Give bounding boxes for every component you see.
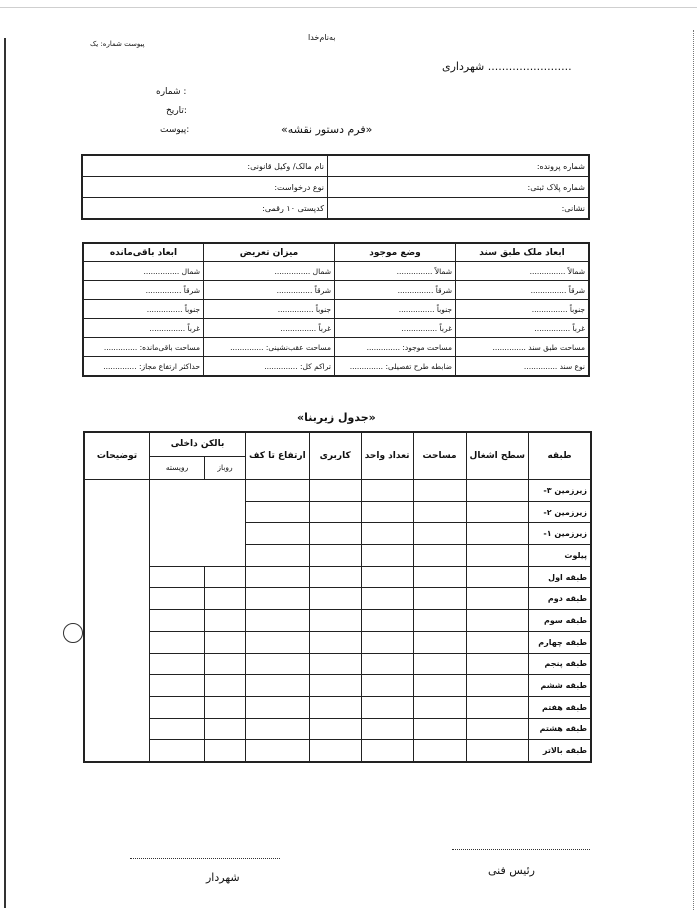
form-title: «فرم دستور نقشه» (281, 123, 373, 136)
dim-cell: شرقاً ............... (204, 281, 335, 300)
binder-hole (63, 623, 83, 643)
dim-row-east (83, 281, 589, 300)
floor-label: طبقه اول (529, 566, 592, 588)
municipality-title: شهرداری ........................ (442, 60, 572, 73)
page-right-edge (692, 30, 694, 910)
floor-row (84, 610, 591, 632)
dim-cell: مساحت عقب‌نشینی: .............. (204, 338, 335, 357)
col-usage-header: کاربری (309, 432, 361, 480)
dim-cell: شرقاً ............... (335, 281, 456, 300)
dim-cell: شرقاً ............... (83, 281, 204, 300)
floor-label: طبقه پنجم (529, 653, 592, 675)
dim-cell: جنوباً ............... (335, 300, 456, 319)
floor-row (84, 631, 591, 653)
dim-row-north (83, 262, 589, 281)
floor-label: طبقه چهارم (529, 631, 592, 653)
dim-row-south (83, 300, 589, 319)
dim-cell: شمال ............... (83, 262, 204, 281)
floor-label: طبقه هشتم (529, 718, 592, 740)
floor-label: زیرزمین ۲- (529, 501, 592, 523)
date-label: تاریخ: (166, 106, 187, 116)
top-border-line (0, 7, 697, 8)
dim-cell: جنوباً ............... (83, 300, 204, 319)
floor-label: طبقه بالاتر (529, 740, 592, 762)
col-units-header: تعداد واحد (361, 432, 413, 480)
floor-row (84, 588, 591, 610)
dim-cell: ضابطه طرح تفصیلی: .............. (335, 357, 456, 377)
dim-row-area (83, 338, 589, 357)
dim-header-deed: ابعاد ملک طبق سند (456, 243, 590, 262)
col-notes-header: توضیحات (84, 432, 150, 480)
dim-cell: غرباً ............... (83, 319, 204, 338)
owner-info-box (81, 154, 590, 220)
tech-head-label: رئیس فنی (488, 864, 535, 877)
floors-table (83, 431, 592, 763)
col-height-header: ارتفاع تا کف (246, 432, 310, 480)
attachment-note: پیوست شماره: یک (90, 40, 145, 48)
floor-label: زیرزمین ۳- (529, 480, 592, 502)
dimensions-table (82, 242, 590, 377)
dim-cell: شمال ............... (204, 262, 335, 281)
col-occupancy-header: سطح اشغال (466, 432, 528, 480)
col-floor-header: طبقه (529, 432, 592, 480)
dim-cell: مساحت طبق سند .............. (456, 338, 590, 357)
col-balcony-header: بالکن داخلی (150, 432, 246, 456)
dim-cell: شمالاً ............... (456, 262, 590, 281)
floor-row (84, 480, 591, 502)
floor-label: طبقه ششم (529, 675, 592, 697)
floor-label: طبقه هفتم (529, 696, 592, 718)
dim-cell: حداکثر ارتفاع مجاز: .............. (83, 357, 204, 377)
dim-cell: شرقاً ............... (456, 281, 590, 300)
floor-row (84, 675, 591, 697)
floor-label: زیرزمین ۱- (529, 523, 592, 545)
dim-cell: مساحت موجود: .............. (335, 338, 456, 357)
dim-cell: غرباً ............... (456, 319, 590, 338)
attachment-label: پیوست: (160, 125, 190, 135)
floor-row (84, 566, 591, 588)
address-cell: نشانی: (328, 198, 590, 220)
col-area-header: مساحت (413, 432, 466, 480)
owner-name-cell: نام مالک/ وکیل قانونی: (82, 155, 328, 177)
col-balcony-covered-header: رویسته (150, 456, 205, 480)
floor-row (84, 718, 591, 740)
floor-label: طبقه دوم (529, 588, 592, 610)
request-type-cell: نوع درخواست: (82, 177, 328, 198)
floor-label: طبقه سوم (529, 610, 592, 632)
floors-table-title: «جدول زیربنا» (297, 411, 376, 424)
dim-cell: غرباً ............... (335, 319, 456, 338)
postal-code-cell: کدپستی ۱۰ رقمی: (82, 198, 328, 220)
dim-cell: غرباً ............... (204, 319, 335, 338)
dim-cell: شمالاً ............... (335, 262, 456, 281)
floor-row (84, 696, 591, 718)
dim-header-widening: میزان تعریض (204, 243, 335, 262)
col-balcony-open-header: روباز (205, 456, 246, 480)
floor-row (84, 653, 591, 675)
dim-cell: مساحت باقی‌مانده: .............. (83, 338, 204, 357)
mayor-signature-line (130, 858, 280, 859)
dim-row-west (83, 319, 589, 338)
plate-number-cell: شماره پلاک ثبتی: (328, 177, 590, 198)
dim-cell: نوع سند .............. (456, 357, 590, 377)
number-label: شماره : (156, 87, 187, 97)
dim-header-remaining: ابعاد باقی‌مانده (83, 243, 204, 262)
floor-row (84, 740, 591, 762)
dim-cell: تراکم کل: .............. (204, 357, 335, 377)
mayor-label: شهردار (206, 871, 240, 884)
dim-cell: جنوباً ............... (456, 300, 590, 319)
floor-label: پیلوت (529, 545, 592, 567)
page-left-edge (4, 38, 6, 908)
dim-header-existing: وضع موجود (335, 243, 456, 262)
file-number-cell: شماره پرونده: (328, 155, 590, 177)
dim-cell: جنوباً ............... (204, 300, 335, 319)
tech-head-signature-line (452, 849, 590, 850)
dim-row-misc (83, 357, 589, 377)
basmala: به‌نام‌خدا (308, 33, 336, 42)
